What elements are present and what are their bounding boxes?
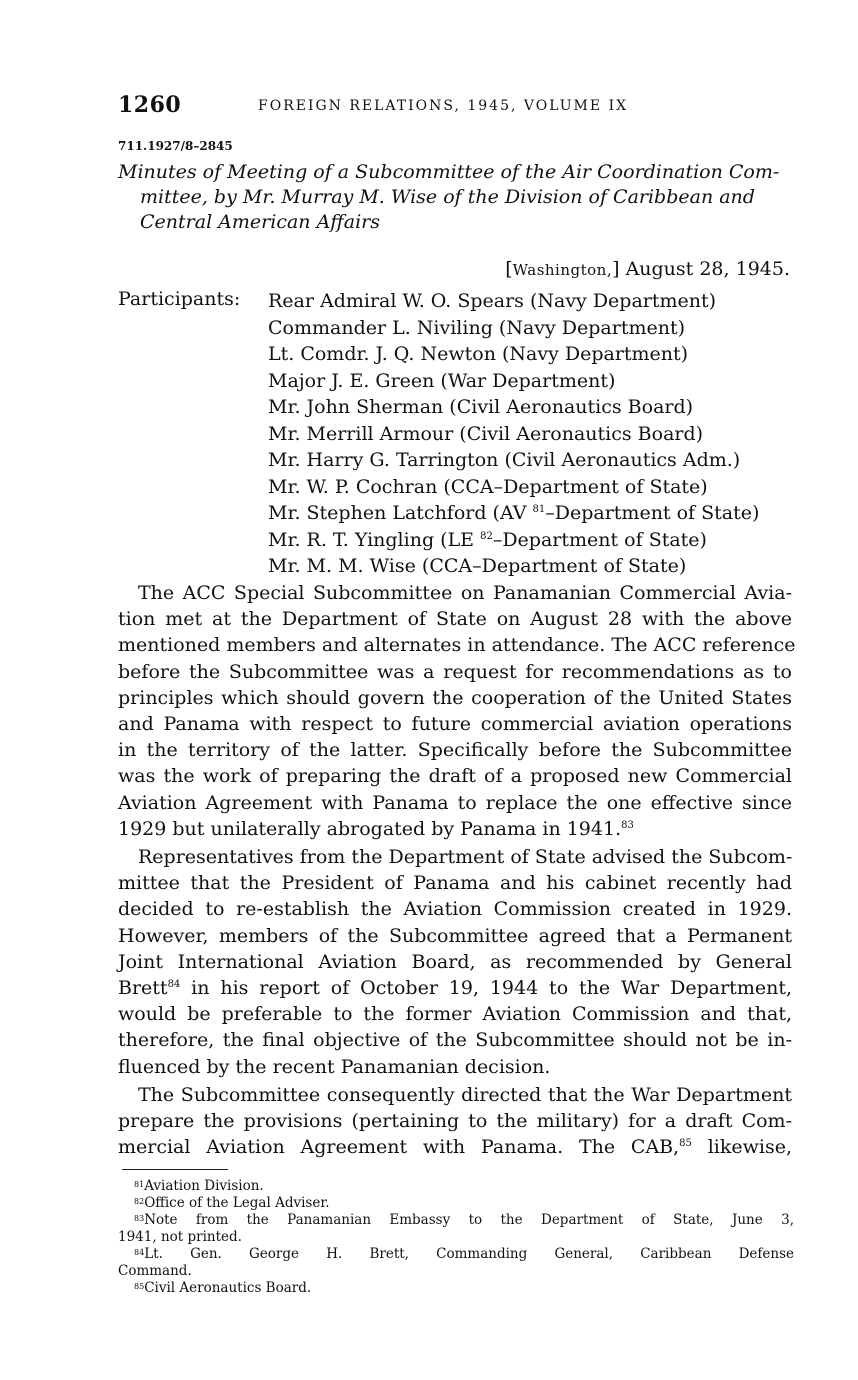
title-line: mittee, by Mr. Murray M. Wise of the Division of Caribbean and	[140, 186, 755, 208]
text-run: mercial Aviation Agreement with Panama. The CAB,	[118, 1136, 680, 1159]
footnote-83	[118, 1212, 794, 1229]
participant-text: Mr. Stephen Latchford (AV	[268, 502, 533, 524]
footnote-ref: 83	[621, 819, 634, 831]
participants-list	[268, 288, 759, 580]
running-header	[118, 92, 798, 122]
participant-text: –Department of State)	[545, 502, 760, 524]
text-line	[118, 816, 792, 842]
paragraph-1	[118, 580, 796, 842]
footnote-number: 83	[134, 1214, 145, 1223]
text-line: therefore, the final objective of the Subcommittee should not be in-	[118, 1029, 792, 1052]
participant	[268, 500, 759, 527]
paragraph-2	[118, 844, 792, 1080]
title-line: Central American Affairs	[140, 211, 380, 233]
text-line: in the territory of the latter. Specifically before the Subcommittee	[118, 739, 792, 762]
footnote-85	[118, 1280, 794, 1297]
participant: Lt. Comdr. J. Q. Newton (Navy Department)	[268, 343, 689, 365]
footnote-84-cont: Command.	[118, 1263, 192, 1279]
text-line: mittee that the President of Panama and his cabinet recently had	[118, 872, 792, 895]
participant: Major J. E. Green (War Department)	[268, 369, 616, 392]
paragraph-3	[118, 1082, 792, 1161]
footnote-text: Lt. Gen. George H. Brett, Commanding General, Caribbean Defense	[144, 1246, 794, 1262]
footnote-text: Civil Aeronautics Board.	[144, 1280, 312, 1296]
text-line	[118, 975, 792, 1001]
footnote-text: Note from the Panamanian Embassy to the Department of State, June 3,	[144, 1212, 794, 1228]
text-line: was the work of preparing the draft of a proposed new Commercial	[118, 765, 792, 788]
file-number: 711.1927/8–2845	[118, 139, 233, 153]
footnote-divider	[122, 1169, 228, 1170]
text-run: Brett	[118, 977, 168, 1000]
participant: Rear Admiral W. O. Spears (Navy Department)	[268, 290, 717, 312]
text-line: prepare the provisions (pertaining to the military) for a draft Com-	[118, 1110, 792, 1133]
footnote-82	[118, 1195, 794, 1212]
participant	[268, 527, 759, 554]
footnotes	[118, 1178, 794, 1297]
text-line: and Panama with respect to future commercial aviation operations	[118, 713, 792, 736]
footnote-text: Office of the Legal Adviser.	[144, 1195, 330, 1211]
participant: Mr. W. P. Cochran (CCA–Department of State)	[268, 475, 708, 498]
participant: Mr. John Sherman (Civil Aeronautics Board)	[268, 396, 694, 418]
dateline: [Washington,] August 28, 1945.	[505, 258, 790, 280]
dateline-date: August 28, 1945.	[625, 258, 790, 280]
page-number: 1260	[118, 92, 182, 118]
footnote-number: 81	[134, 1180, 145, 1189]
text-line: The ACC Special Subcommittee on Panamanian Commercial Avia-	[138, 582, 792, 604]
participant: Mr. Harry G. Tarrington (Civil Aeronautics Adm.)	[268, 449, 741, 471]
text-line: fluenced by the recent Panamanian decision.	[118, 1055, 551, 1078]
text-line: before the Subcommittee was a request for recommendations as to	[118, 660, 792, 683]
footnote-number: 84	[134, 1248, 145, 1257]
document-title	[118, 160, 798, 235]
text-line	[118, 1134, 792, 1160]
footnote-ref: 84	[167, 979, 181, 991]
text-line: decided to re-establish the Aviation Commission created in 1929.	[118, 898, 792, 921]
text-line: principles which should govern the cooperation of the United States	[118, 686, 792, 709]
text-run: in his report of October 19, 1944 to the War Department,	[180, 977, 792, 1000]
footnote-text: Aviation Division.	[144, 1178, 264, 1194]
footnote-83-cont: 1941, not printed.	[118, 1229, 242, 1245]
text-line: Aviation Agreement with Panama to replace the one effective since	[118, 791, 792, 814]
text-line: However, members of the Subcommittee agreed that a Permanent	[118, 924, 792, 947]
text-line: would be preferable to the former Aviation Commission and that,	[118, 1003, 792, 1026]
footnote-81	[118, 1178, 794, 1195]
footnote-number: 82	[134, 1197, 145, 1206]
footnote-ref: 85	[679, 1138, 692, 1150]
participant: Commander L. Niviling (Navy Department)	[268, 316, 686, 339]
text-run: 1929 but unilaterally abrogated by Panama in 1941.	[118, 817, 622, 840]
text-line: tion met at the Department of State on August 28 with the above	[118, 608, 792, 631]
participant: Mr. M. M. Wise (CCA–Department of State)	[268, 555, 687, 577]
text-run: likewise,	[691, 1136, 792, 1159]
footnote-ref: 81	[532, 504, 546, 515]
footnote-ref: 82	[480, 530, 493, 542]
participants-label: Participants:	[118, 288, 241, 310]
text-line: The Subcommittee consequently directed that the War Department	[138, 1083, 792, 1106]
text-line: Representatives from the Department of State advised the Subcom-	[138, 846, 793, 869]
participant-text: Mr. R. T. Yingling (LE	[268, 528, 481, 551]
footnote-number: 85	[134, 1282, 145, 1291]
dateline-place: Washington,	[512, 261, 613, 279]
title-line: Minutes of Meeting of a Subcommittee of the Air Coordination Com-	[118, 161, 780, 183]
text-line: mentioned members and alternates in attendance. The ACC reference	[118, 634, 796, 657]
running-header-title: FOREIGN RELATIONS, 1945, VOLUME IX	[258, 98, 629, 114]
participant: Mr. Merrill Armour (Civil Aeronautics Board)	[268, 422, 704, 445]
body-text	[118, 580, 796, 1162]
text-line: Joint International Aviation Board, as recommended by General	[118, 950, 792, 973]
participant-text: –Department of State)	[492, 528, 707, 551]
footnote-84	[118, 1246, 794, 1263]
